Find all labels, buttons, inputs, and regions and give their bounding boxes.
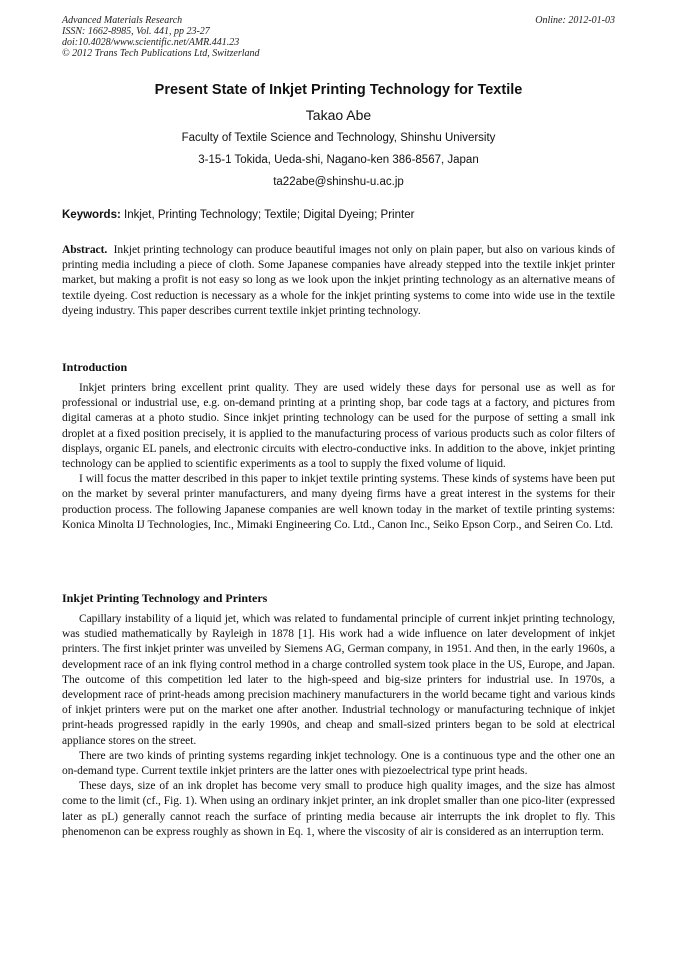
online-date: Online: 2012-01-03 <box>535 15 615 26</box>
abstract <box>62 243 615 319</box>
section-heading-introduction: Introduction <box>62 360 128 374</box>
paragraph: I will focus the matter described in this paper to inkjet textile printing systems. These kinds of systems have been put on the market by several printer manufacturers, and many dyeing firms have a great interest in the systems for their production process. The following Japanese companies are well known today in the market of textile printing systems: Konica Minolta IJ Technologies, Inc., Mimaki Engineering Co. Ltd., Canon Inc., Seiko Epson Corp., and Seiren Co. Ltd. <box>62 473 615 531</box>
journal-name: Advanced Materials Research <box>62 15 183 26</box>
affiliation-address: 3-15-1 Tokida, Ueda-shi, Nagano-ken 386-8567, Japan <box>198 154 479 166</box>
paper-title: Present State of Inkjet Printing Technology for Textile <box>154 82 523 98</box>
journal-header <box>62 15 615 59</box>
section-body-inkjet-technology <box>62 612 615 840</box>
affiliation-department: Faculty of Textile Science and Technology, Shinshu University <box>181 132 496 144</box>
paragraph: Capillary instability of a liquid jet, which was related to fundamental principle of current inkjet printing technology, was studied mathematically by Rayleigh in 1878 [1]. His work had a wide influence on later development of inkjet printers. The first inkjet printer was unveiled by Siemens AG, German company, in 1951. And then, in the early 1960s, a development race of an ink flying control method in a charge controlled system took place in the US, Europe, and Japan. The outcome of this competition led later to the high-speed and big-size printers for industrial use. In 1970s, a development race of print-heads among precision machinery manufacturers in the world became tight and various kinds of inkjet printers were put on the market one after another. Industrial technology or manufacturing technique of inkjet print-heads progressed rapidly in the early 1990s, and cheap and small-sized printers began to be sold at electrical appliance stores on the street. <box>62 613 615 747</box>
abstract-text: Inkjet printing technology can produce beautiful images not only on plain paper, but also on various kinds of printing media including a piece of cloth. Some Japanese companies have already stepped into the textile inkjet printer market, but making a profit is not easy so long as we look upon the inkjet printing technology as an alternative means of textile dyeing. Cost reduction is necessary as a whole for the inkjet printing systems to come into wide use in the textile dyeing industry. This paper describes current textile inkjet printing technology. <box>62 244 615 317</box>
section-body-introduction <box>62 381 615 533</box>
section-heading-inkjet-technology: Inkjet Printing Technology and Printers <box>62 591 268 605</box>
keywords-text: Inkjet, Printing Technology; Textile; Digital Dyeing; Printer <box>124 209 415 221</box>
journal-issn: ISSN: 1662-8985, Vol. 441, pp 23-27 <box>62 26 210 37</box>
author-email: ta22abe@shinshu-u.ac.jp <box>273 176 404 188</box>
paragraph: Inkjet printers bring excellent print quality. They are used widely these days for personal use as well as for professional or industrial use, e.g. on-demand printing at a printing shop, bar code tags at a factory, and pictures from digital cameras at a photo studio. Since inkjet printing technology can be used for the purpose of setting a small ink droplet at a fixed position precisely, it is applied to the manufacturing process of various products such as color filters of displays, organic EL panels, and electronic circuits with electro-conductive inks. In addition to the above, inkjet printing technology can be applied to scientific experiments as a tool to supply the fixed volume of liquid. <box>62 382 615 471</box>
journal-doi: doi:10.4028/www.scientific.net/AMR.441.23 <box>62 37 240 48</box>
author-name: Takao Abe <box>305 107 372 123</box>
paragraph: These days, size of an ink droplet has become very small to produce high quality images, and the size has almost come to the limit (cf., Fig. 1). When using an ordinary inkjet printer, an ink droplet smaller than one pico-liter (expressed later as pL) generally cannot reach the surface of printing media because air interrupts the ink droplet to fly. This phenomenon can be express roughly as shown in Eq. 1, where the viscosity of air is considered as an interruption term. <box>62 780 615 838</box>
keywords-label: Keywords: <box>62 209 121 221</box>
paragraph: There are two kinds of printing systems regarding inkjet technology. One is a continuous type and the other one an on-demand type. Current textile inkjet printers are the latter ones with piezoelectrical type print heads. <box>62 749 615 778</box>
keywords <box>62 209 615 221</box>
journal-copyright: © 2012 Trans Tech Publications Ltd, Switzerland <box>62 48 260 59</box>
abstract-label: Abstract. <box>62 244 108 256</box>
